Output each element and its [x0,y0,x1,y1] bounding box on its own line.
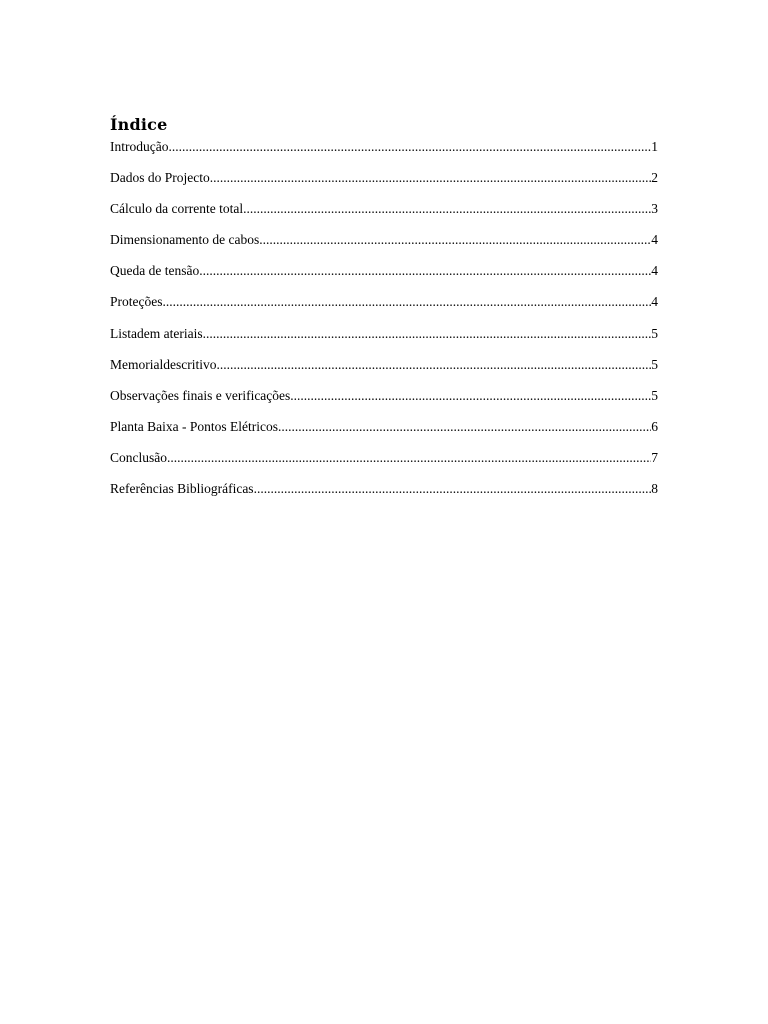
toc-entry-label: Proteções [110,294,163,310]
toc-entry-page: 2 [651,170,658,186]
dot-leader [203,324,652,344]
toc-entry-label: Memorialdescritivo [110,356,217,372]
toc-entry[interactable] [110,479,658,510]
dot-leader [162,292,651,312]
dot-leader [199,261,651,281]
toc-entry[interactable] [110,417,658,448]
dot-leader [167,448,651,468]
toc-entry[interactable] [110,448,658,479]
dot-leader [210,168,652,188]
dot-leader [254,479,652,499]
toc-entry[interactable] [110,137,658,168]
toc-entry-page: 4 [651,232,658,248]
toc-entry-label: Introdução [110,139,169,154]
toc-entry[interactable] [110,199,658,230]
toc-entry[interactable] [110,324,658,355]
toc-entry-page: 7 [651,449,658,465]
toc-entry-label: Listadem ateriais [110,325,203,341]
toc-entry-label: Conclusão [110,449,167,465]
toc-entry[interactable] [110,261,658,292]
dot-leader [168,137,651,157]
toc-entry-label: Dimensionamento de cabos [110,232,260,248]
toc-entry-page: 4 [651,294,658,310]
toc-entry[interactable] [110,168,658,199]
table-of-contents [110,137,658,510]
toc-entry[interactable] [110,292,658,323]
toc-entry-page: 3 [651,201,658,217]
toc-entry-page: 1 [651,139,658,154]
toc-entry-page: 8 [651,481,658,497]
toc-entry-label: Observações finais e verificações [110,387,291,403]
toc-entry[interactable] [110,355,658,386]
dot-leader [278,417,651,437]
dot-leader [290,386,651,406]
toc-entry-label: Planta Baixa - Pontos Elétricos [110,418,278,434]
toc-entry-page: 5 [651,387,658,403]
dot-leader [259,230,651,250]
toc-entry-page: 5 [651,325,658,341]
toc-entry-page: 6 [651,418,658,434]
toc-entry[interactable] [110,386,658,417]
toc-entry-label: Dados do Projecto [110,170,210,186]
toc-entry-label: Cálculo da corrente total [110,201,244,217]
toc-entry-label: Referências Bibliográficas [110,481,254,497]
toc-entry[interactable] [110,230,658,261]
toc-title: Índice [110,115,168,134]
dot-leader [243,199,651,219]
toc-entry-page: 4 [651,263,658,279]
dot-leader [216,355,651,375]
toc-entry-page: 5 [651,356,658,372]
toc-entry-label: Queda de tensão [110,263,200,279]
